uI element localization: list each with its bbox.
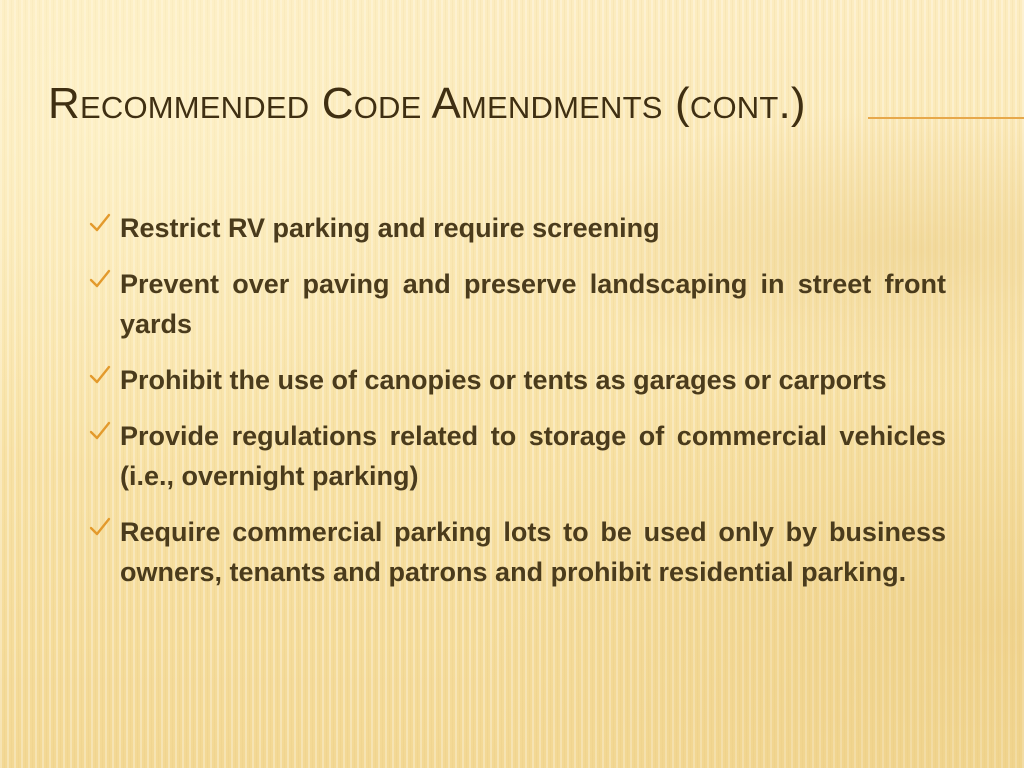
- title-area: [48, 78, 1024, 134]
- bullet-text: Restrict RV parking and require screening: [120, 213, 660, 243]
- bullet-text: Prohibit the use of canopies or tents as garages or carports: [120, 365, 887, 395]
- bullet-list: [84, 208, 946, 608]
- bullet-item: [84, 360, 946, 400]
- bullet-item: [84, 208, 946, 248]
- bullet-text: Prevent over paving and preserve landscaping in street front yards: [120, 269, 946, 339]
- checkmark-icon: [88, 267, 112, 291]
- bullet-text: Require commercial parking lots to be used only by business owners, tenants and patrons and prohibit residential parking.: [120, 517, 946, 587]
- bullet-text: Provide regulations related to storage of commercial vehicles (i.e., overnight parking): [120, 421, 946, 491]
- checkmark-icon: [88, 419, 112, 443]
- checkmark-icon: [88, 211, 112, 235]
- slide-title: Recommended Code Amendments (cont.): [48, 79, 806, 128]
- checkmark-icon: [88, 363, 112, 387]
- checkmark-icon: [88, 515, 112, 539]
- title-underline-rule: [868, 117, 1024, 119]
- bullet-item: [84, 264, 946, 344]
- bullet-item: [84, 416, 946, 496]
- bullet-item: [84, 512, 946, 592]
